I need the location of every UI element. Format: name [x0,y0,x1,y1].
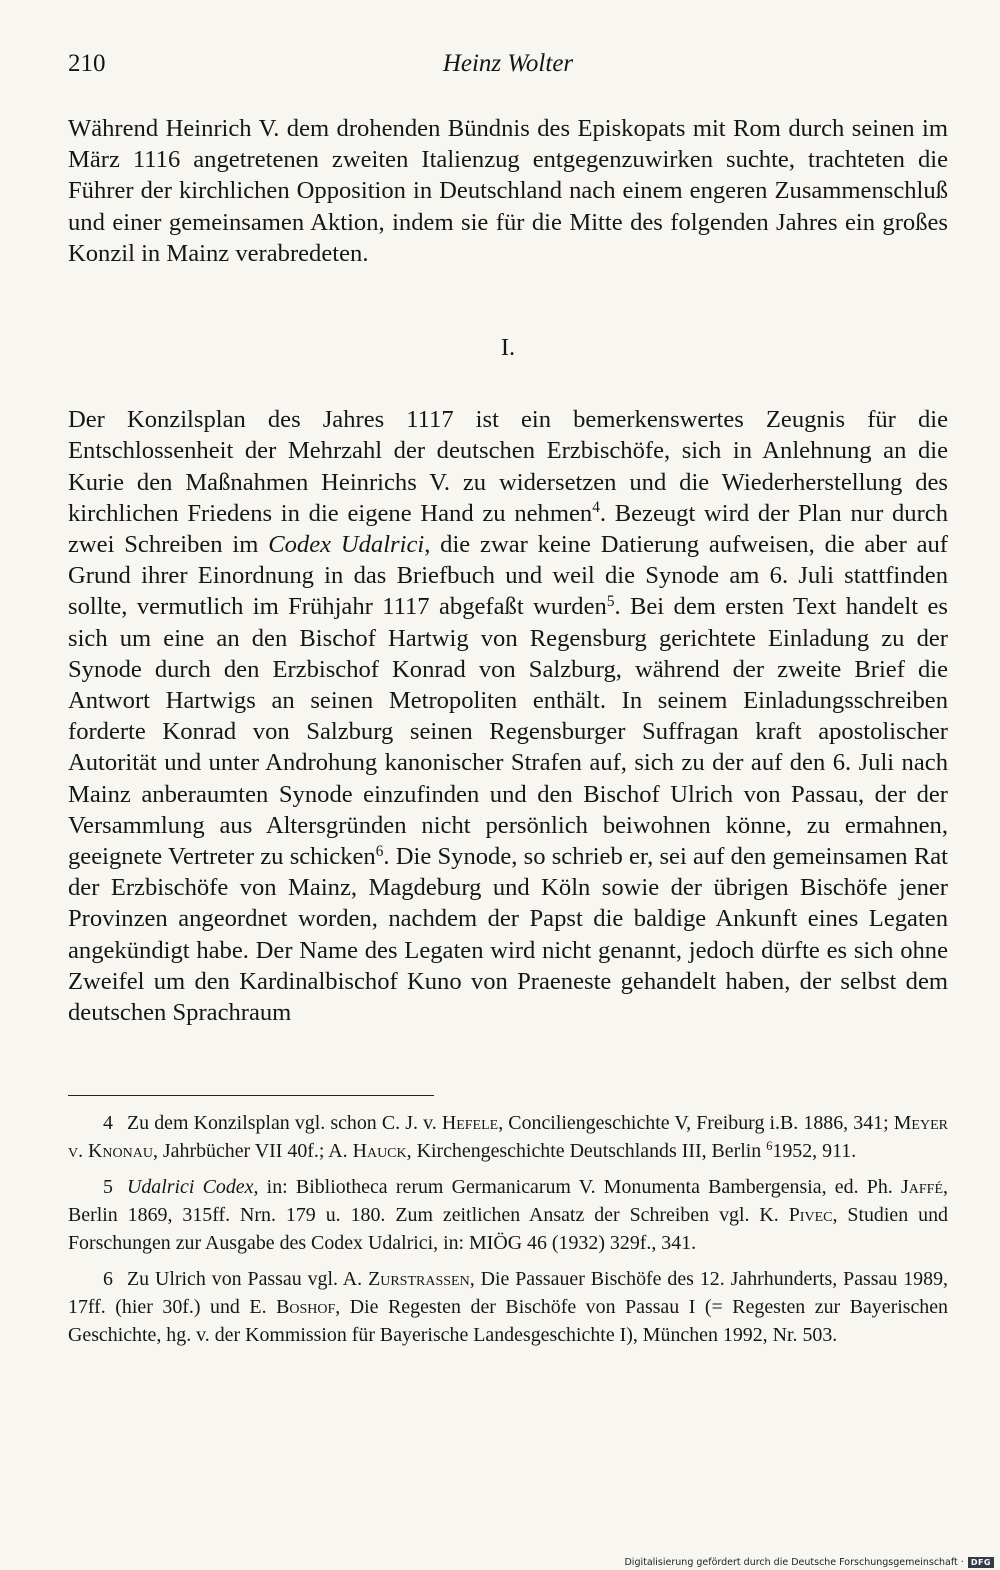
text-run: Während Heinrich V. dem drohenden Bündnis des Episkopats mit Rom durch seinen im März 1116 angetretenen zweiten Italienzug entgegenzuwirken suchte, trachteten die Führer der kirchlichen Opposition in Deutschland nach einem engeren Zusammenschluß und einer gemeinsamen Aktion, indem sie für die Mitte des folgenden Jahres ein großes Konzil in Mainz verabredeten. [68,115,948,267]
text-run: Der Konzilsplan des Jahres 1117 ist ein bemerkenswertes Zeugnis für die Entschlossenheit der Mehrzahl der deutschen Erzbischöfe, sich in Anlehnung an die Kurie den Maßnahmen Heinrichs V. zu widersetzen und die Wiederherstellung des kirchlichen Friedens in die eigene Hand zu nehmen [68,406,948,527]
text-run: , Die Passauer Bischöfe des 12. Jahrhunderts, Passau 1989, 17ff. (hier 30f.) und E. [68,1268,948,1318]
footnote-ref: 4 [592,499,600,517]
text-run: , Conciliengeschichte V, Freiburg i.B. 1886, 341; [498,1112,894,1134]
footnote-ref: 6 [766,1139,773,1154]
text-run: , Die Regesten der Bischöfe von Passau I (= Regesten zur Bayerischen Geschichte, hg. v. der Kommission für Bayerische Landesgeschichte I), München 1992, Nr. 503. [68,1296,949,1346]
author-name: Hauck [352,1140,407,1162]
text-run: Zu dem Konzilsplan vgl. schon C. J. v. [127,1112,442,1134]
text-run: 1952, 911. [772,1140,857,1162]
paragraph-intro [68,113,948,269]
author-name: Jaffé [901,1176,944,1198]
footnote-text [68,1176,948,1254]
footnote-number: 6 [103,1268,113,1290]
author-name: Hefele [441,1112,499,1134]
italic-title: Udalrici Codex [127,1176,254,1198]
text-run: . Die Synode, so schrieb er, sei auf den gemeinsamen Rat der Erzbischöfe von Mainz, Magdeburg und Köln sowie der übrigen Bischöfe jener Provinzen angeordnet worden, nachdem der Papst die baldige Ankunft eines Legaten angekündigt habe. Der Name des Legaten wird nicht genannt, jedoch dürfte es sich ohne Zweifel um den Kardinalbischof Kuno von Praeneste gehandelt haben, der selbst dem deutschen Sprachraum [68,843,948,1027]
section-heading: I. [500,334,516,362]
paragraph-section-1 [68,404,948,1028]
author-name: Boshof [276,1296,336,1318]
running-title: Heinz Wolter [442,50,574,77]
page-number: 210 [68,50,106,77]
footnote-number: 5 [103,1176,113,1198]
text-run: , Berlin 1869, 315ff. Nrn. 179 u. 180. Zum zeitlichen Ansatz der Schreiben vgl. K. [68,1176,948,1226]
footnote-number: 4 [103,1112,113,1134]
author-name: Pivec [788,1204,833,1226]
footnote-ref: 5 [606,593,615,611]
text-run: . Bei dem ersten Text handelt es sich um eine an den Bischof Hartwig von Regensburg gerichtete Einladung zu der Synode durch den Erzbischof Konrad von Salzburg, während der zweite Brief die Antwort Hartwigs an seinen Metropoliten enthält. In seinem Einladungsschreiben forderte Konrad von Salzburg seinen Regensburger Suffragan kraft apostolischer Autorität und unter Androhung kanonischer Strafen auf, sich zu der auf den 6. Juli nach Mainz anberaumten Synode einzufinden und den Bischof Ulrich von Passau, der der Versammlung aus Altersgründen nicht persönlich beiwohnen könne, zu ermahnen, geeignete Vertreter zu schicken [68,593,948,871]
text-run: , in: Bibliotheca rerum Germanicarum V. Monumenta Bambergensia, ed. Ph. [253,1176,902,1198]
text-run: Zu Ulrich von Passau vgl. A. [127,1268,369,1290]
digitization-credit [624,1557,994,1568]
credit-text: Digitalisierung gefördert durch die Deutsche Forschungsgemeinschaft · [624,1557,964,1568]
footnote-6 [68,1265,948,1349]
italic-title: Codex Udalrici [268,531,425,559]
main-text [68,113,948,1028]
text-run: , Studien und Forschungen zur Ausgabe des Codex Udalrici, in: MIÖG 46 (1932) 329f., 341. [68,1204,948,1254]
page-header [68,50,948,84]
footnotes [68,1109,948,1357]
author-name: Zurstrassen [368,1268,470,1290]
dfg-logo: DFG [968,1557,994,1568]
author-name: Meyer v. Knonau [68,1112,948,1162]
text-run: , die zwar keine Datierung aufweisen, die aber auf Grund ihrer Einordnung in das Briefbuch und weil die Synode am 6. Juli stattfinden sollte, vermutlich im Frühjahr 1117 abgefaßt wurden [68,531,948,621]
footnote-text [68,1112,948,1162]
text-run: , Jahrbücher VII 40f.; A. [152,1140,353,1162]
footnote-rule [68,1095,434,1096]
footnote-4 [68,1109,948,1165]
footnote-ref: 6 [375,842,384,860]
text-run: . Bezeugt wird der Plan nur durch zwei Schreiben im [68,499,948,559]
text-run: , Kirchengeschichte Deutschlands III, Berlin [406,1140,767,1162]
footnote-5 [68,1173,948,1257]
footnote-text [68,1268,948,1346]
